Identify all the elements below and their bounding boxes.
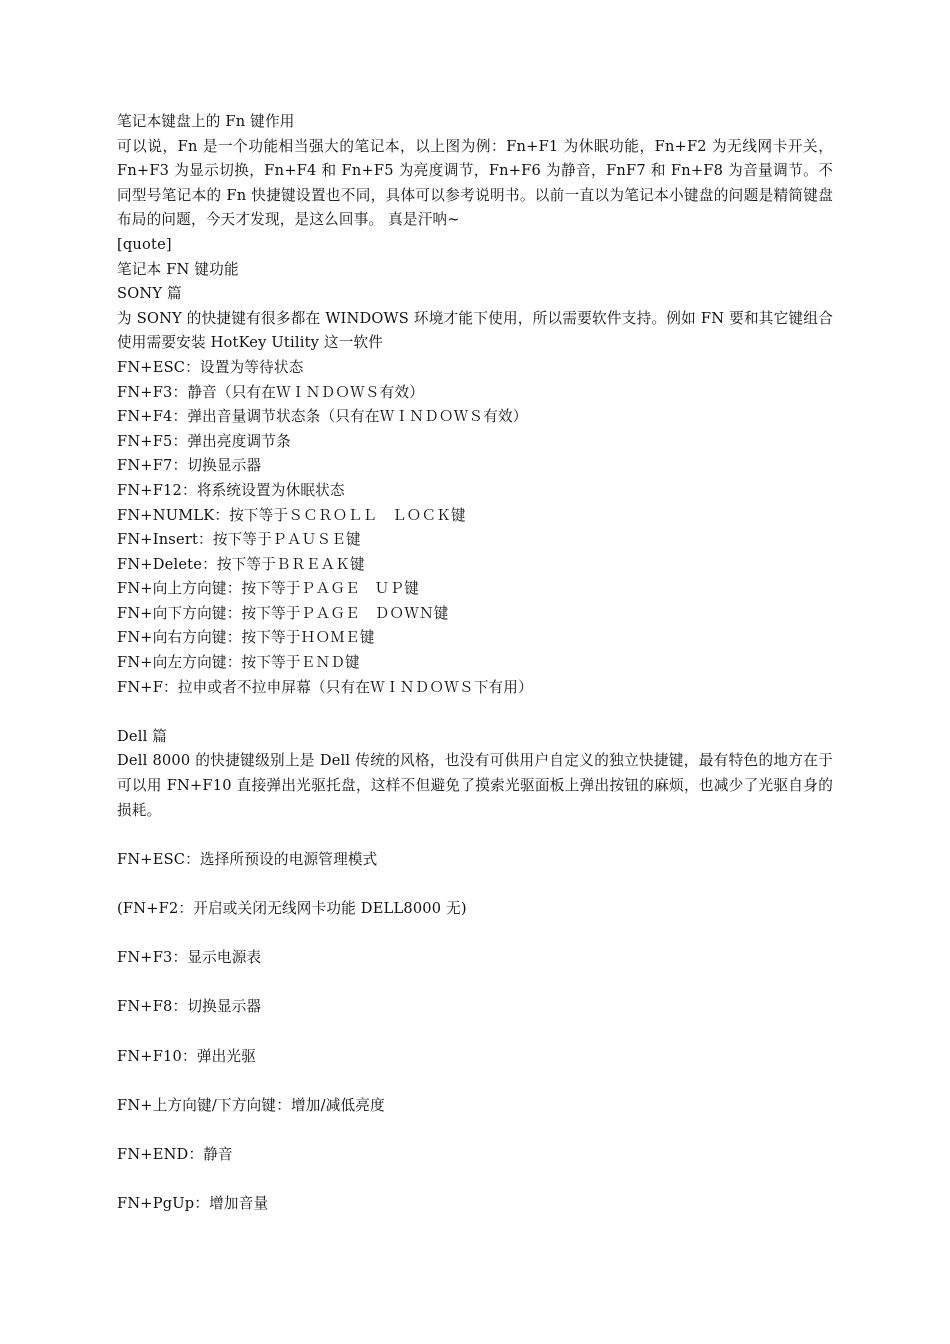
sony-shortcut-item: FN+向左方向键：按下等于ＥＮＤ键 <box>117 654 360 672</box>
sony-heading: SONY 篇 <box>117 285 182 303</box>
spacer <box>117 971 833 996</box>
sony-shortcut-item: FN+F7：切换显示器 <box>117 457 262 475</box>
spacer <box>117 1069 833 1094</box>
dell-shortcut-item: FN+ESC：选择所预设的电源管理模式 <box>117 850 378 868</box>
document-page <box>117 110 833 1217</box>
spacer <box>117 872 833 897</box>
dell-shortcut-item: FN+PgUp：增加音量 <box>117 1195 269 1213</box>
dell-shortcut-item: FN+END：静音 <box>117 1145 233 1163</box>
dell-shortcut-item: FN+F8：切换显示器 <box>117 998 262 1016</box>
sony-shortcut-item: FN+Insert：按下等于ＰＡＵＳＥ键 <box>117 531 361 549</box>
dell-shortcut-list <box>117 848 833 1217</box>
sony-shortcut-item: FN+F12：将系统设置为休眠状态 <box>117 481 345 499</box>
section-title: 笔记本 FN 键功能 <box>117 260 239 278</box>
spacer <box>117 823 833 848</box>
spacer <box>117 700 833 725</box>
spacer <box>117 1020 833 1045</box>
dell-shortcut-item: FN+上方向键/下方向键：增加/减低亮度 <box>117 1096 385 1114</box>
sony-shortcut-item: FN+Delete：按下等于ＢＲＥＡＫ键 <box>117 555 365 573</box>
sony-shortcut-item: FN+NUMLK：按下等于ＳＣＲＯＬＬ ＬＯＣＫ键 <box>117 506 466 524</box>
sony-shortcut-item: FN+向上方向键：按下等于ＰＡＧＥ ＵＰ键 <box>117 580 420 598</box>
quote-tag: [quote] <box>117 235 172 253</box>
sony-intro-paragraph: 为 SONY 的快捷键有很多都在 WINDOWS 环境才能下使用，所以需要软件支持。例如 FN 要和其它键组合使用需要安装 HotKey Utility 这一软件 <box>117 309 833 352</box>
sony-shortcut-item: FN+ESC：设置为等待状态 <box>117 358 304 376</box>
dell-shortcut-item: FN+F10：弹出光驱 <box>117 1047 256 1065</box>
dell-shortcut-item: FN+F3：显示电源表 <box>117 949 262 967</box>
sony-shortcut-item: FN+向右方向键：按下等于ＨＯＭＥ键 <box>117 629 375 647</box>
dell-heading: Dell 篇 <box>117 727 168 745</box>
spacer <box>117 922 833 947</box>
sony-shortcut-item: FN+F3：静音（只有在ＷＩＮＤＯＷＳ有效） <box>117 383 425 401</box>
sony-shortcut-item: FN+F5：弹出亮度调节条 <box>117 432 291 450</box>
intro-paragraph: 可以说，Fn 是一个功能相当强大的笔记本，以上图为例：Fn+F1 为休眠功能，Fn+F2 为无线网卡开关，Fn+F3 为显示切换，Fn+F4 和 Fn+F5 为亮度调节，Fn+F6 为静音，FnF7 和 Fn+F8 为音量调节。不同型号笔记本的 Fn 快捷键设置也不同，具体可以参考说明书。以前一直以为笔记本小键盘的问题是精简键盘布局的问题，今天才发现，是这么回事。 真是汗呐~ <box>117 137 833 229</box>
sony-shortcut-item: FN+F：拉申或者不拉申屏幕（只有在ＷＩＮＤＯＷＳ下有用） <box>117 678 533 696</box>
spacer <box>117 1168 833 1193</box>
sony-shortcut-item: FN+向下方向键：按下等于ＰＡＧＥ ＤＯＷＮ键 <box>117 604 449 622</box>
spacer <box>117 1118 833 1143</box>
dell-shortcut-item: (FN+F2：开启或关闭无线网卡功能 DELL8000 无) <box>117 900 467 917</box>
document-title: 笔记本键盘上的 Fn 键作用 <box>117 113 295 130</box>
sony-shortcut-list <box>117 356 833 700</box>
sony-shortcut-item: FN+F4：弹出音量调节状态条（只有在ＷＩＮＤＯＷＳ有效） <box>117 408 528 426</box>
dell-intro-paragraph: Dell 8000 的快捷键级别上是 Dell 传统的风格，也没有可供用户自定义的独立快捷键，最有特色的地方在于可以用 FN+F10 直接弹出光驱托盘，这样不但避免了摸索光驱面板上弹出按钮的麻烦，也减少了光驱自身的损耗。 <box>117 752 833 819</box>
